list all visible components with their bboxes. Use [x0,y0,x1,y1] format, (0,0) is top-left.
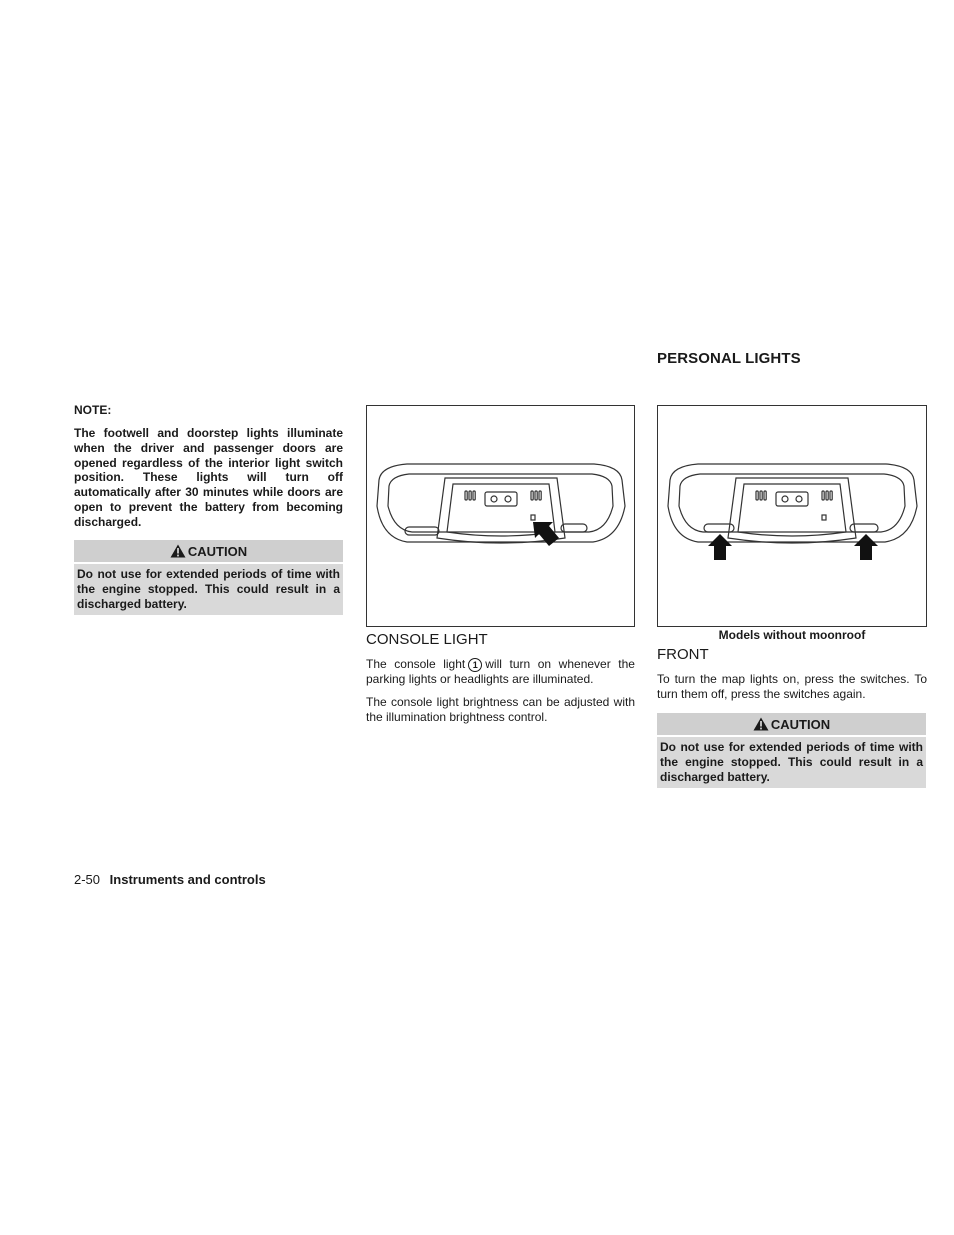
console-light-figure [366,405,635,627]
front-heading: FRONT [657,646,709,663]
console-light-para2: The console light brightness can be adjusted with the illumination brightness control. [366,695,635,724]
callout-marker: 1 [468,658,482,672]
warning-triangle-icon [753,717,769,731]
warning-triangle-icon [170,544,186,558]
caution-body [74,564,343,615]
note-body: The footwell and doorstep lights illuminate when the driver and passenger doors are opened regardless of the interior light switch position. These lights will turn off automatically after 30 minutes while doors are open to prevent the battery from becoming discharged. [74,426,343,529]
caution-text: Do not use for extended periods of time with the engine stopped. This could result in a discharged battery. [660,740,923,784]
caution-header [657,713,926,735]
page-footer [74,872,266,887]
console-light-illustration [367,406,634,626]
page-number: 2-50 [74,872,101,887]
caution-box-right [657,713,926,788]
front-para: To turn the map lights on, press the switches. To turn them off, press the switches again. [657,672,927,701]
caution-body [657,737,926,788]
section-name: Instruments and controls [109,872,266,887]
caution-title: CAUTION [770,716,831,732]
caution-header [74,540,343,562]
caution-box-left [74,540,343,615]
map-lights-illustration [658,406,926,626]
personal-lights-heading: PERSONAL LIGHTS [657,350,801,367]
figure-caption: Models without moonroof [718,628,866,642]
arrow-icon-right [854,534,878,560]
note-title: NOTE: [74,403,112,417]
para1-start: The console light [366,657,466,671]
console-light-heading: CONSOLE LIGHT [366,631,488,648]
map-lights-figure [657,405,927,627]
caution-title: CAUTION [187,543,248,559]
para1-end: will turn on whenever the parking lights or headlights are illuminated. [366,657,635,686]
caution-text: Do not use for extended periods of time with the engine stopped. This could result in a discharged battery. [77,567,340,611]
console-light-para1 [366,657,635,687]
